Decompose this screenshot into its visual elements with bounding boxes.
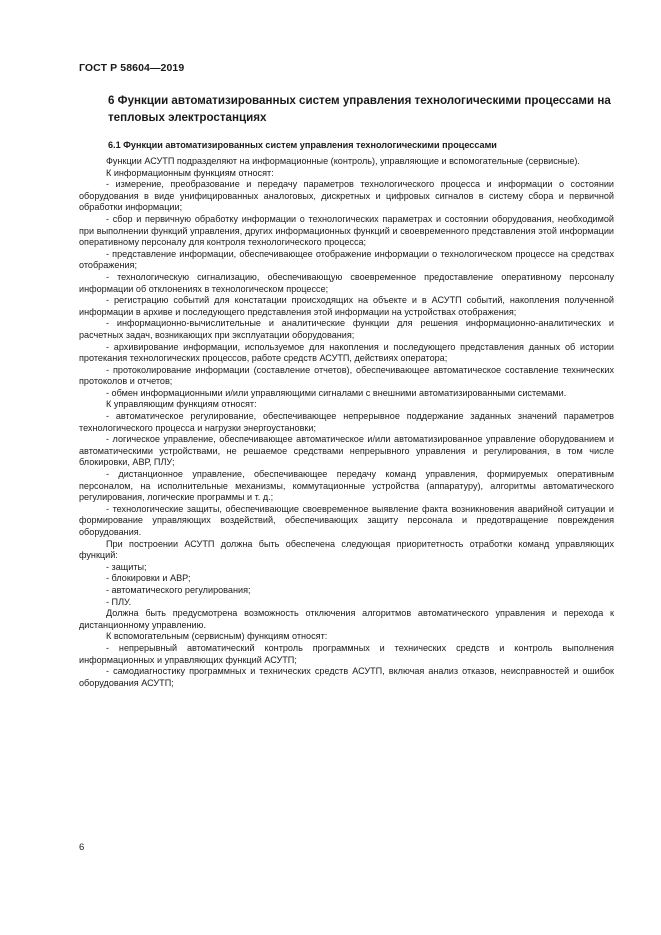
list-item: - архивирование информации, используемое для накопления и последующего представления данных об истории протекания технологических процессов, работе средств АСУТП, действиях оператора;: [79, 341, 614, 364]
document-code-header: ГОСТ Р 58604—2019: [79, 62, 185, 74]
paragraph: К информационным функциям относят:: [106, 167, 274, 178]
list-item: - автоматического регулирования;: [106, 584, 251, 595]
section-title: 6 Функции автоматизированных систем управления технологическими процессами на тепловых электростанциях: [108, 94, 611, 124]
list-item: - самодиагностику программных и технических средств АСУТП, включая анализ отказов, неисправностей и ошибок оборудования АСУТП;: [79, 666, 614, 688]
list-item: - информационно-вычислительные и аналитические функции для решения информационно-аналитических и расчетных задач, возникающих при эксплуатации оборудования;: [79, 318, 614, 340]
list-item: - дистанционное управление, обеспечивающее передачу команд управления, формируемых оперативным персоналом, на исполнительные механизмы, коммутационные устройства (аппаратуру), алгоритмы автоматического регулирования, логические программы и т. д.;: [79, 469, 614, 503]
list-item: - защиты;: [106, 561, 147, 572]
page-number: 6: [79, 842, 85, 853]
paragraph: К управляющим функциям относят:: [106, 399, 257, 410]
list-item: - протоколирование информации (составление отчетов), обеспечивающее автоматическое составление технических протоколов и отчетов;: [79, 364, 614, 387]
subsection-title: 6.1 Функции автоматизированных систем управления технологическими процессами: [108, 140, 497, 150]
list-item: - ПЛУ.: [106, 596, 132, 607]
list-item: - сбор и первичную обработку информации о технологических параметрах и состоянии оборудования, необходимой при выполнении функций управления, других информационных функций и своевременного представления этой информации оперативному персоналу для контроля технологического процесса;: [79, 213, 614, 248]
paragraph: К вспомогательным (сервисным) функциям относят:: [106, 631, 328, 642]
paragraph: При построении АСУТП должна быть обеспечена следующая приоритетность отработки команд управляющих функций:: [79, 538, 614, 561]
list-item: - логическое управление, обеспечивающее автоматическое и/или автоматизированное управление оборудованием и автоматическими устройствами, не решаемое средствами непрерывного управления и регулирования, в том числе блокировки, АВР, ПЛУ;: [79, 434, 614, 468]
list-item: - технологическую сигнализацию, обеспечивающую своевременное предоставление оперативному персоналу информации об отклонениях в технологическом процессе;: [79, 271, 614, 294]
list-item: - непрерывный автоматический контроль программных и технических средств и контроль выполнения информационных и управляющих функций АСУТП;: [79, 642, 614, 665]
list-item: - регистрацию событий для констатации происходящих на объекте и в АСУТП событий, накопления полученной информации в архиве и последующего представления этой информации на устройствах отображения;: [79, 295, 614, 317]
list-item: - представление информации, обеспечивающее отображение информации о технологическом процессе на средствах отображения;: [79, 248, 614, 271]
body-text: [79, 156, 614, 689]
paragraph: Функции АСУТП подразделяют на информационные (контроль), управляющие и вспомогательные (сервисные).: [106, 156, 580, 166]
list-item: - измерение, преобразование и передачу параметров технологического процесса и информации о состоянии оборудования в виде унифицированных аналоговых, дискретных и цифровых сигналов в систему сбора и первичной обработки информации;: [79, 179, 614, 213]
paragraph: Должна быть предусмотрена возможность отключения алгоритмов автоматического управления и перехода к дистанционному управлению.: [79, 608, 614, 630]
list-item: - блокировки и АВР;: [106, 573, 191, 584]
list-item: - обмен информационными и/или управляющими сигналами с внешними автоматизированными системами.: [106, 387, 567, 398]
list-item: - автоматическое регулирование, обеспечивающее непрерывное поддержание заданных значений параметров технологического процесса и нагрузки энергоустановки;: [79, 411, 614, 433]
list-item: - технологические защиты, обеспечивающие своевременное выявление факта возникновения аварийной ситуации и формирование управляющих воздействий, обеспечивающих защиту персонала и предотвращение повреждения оборудования.: [79, 503, 614, 537]
